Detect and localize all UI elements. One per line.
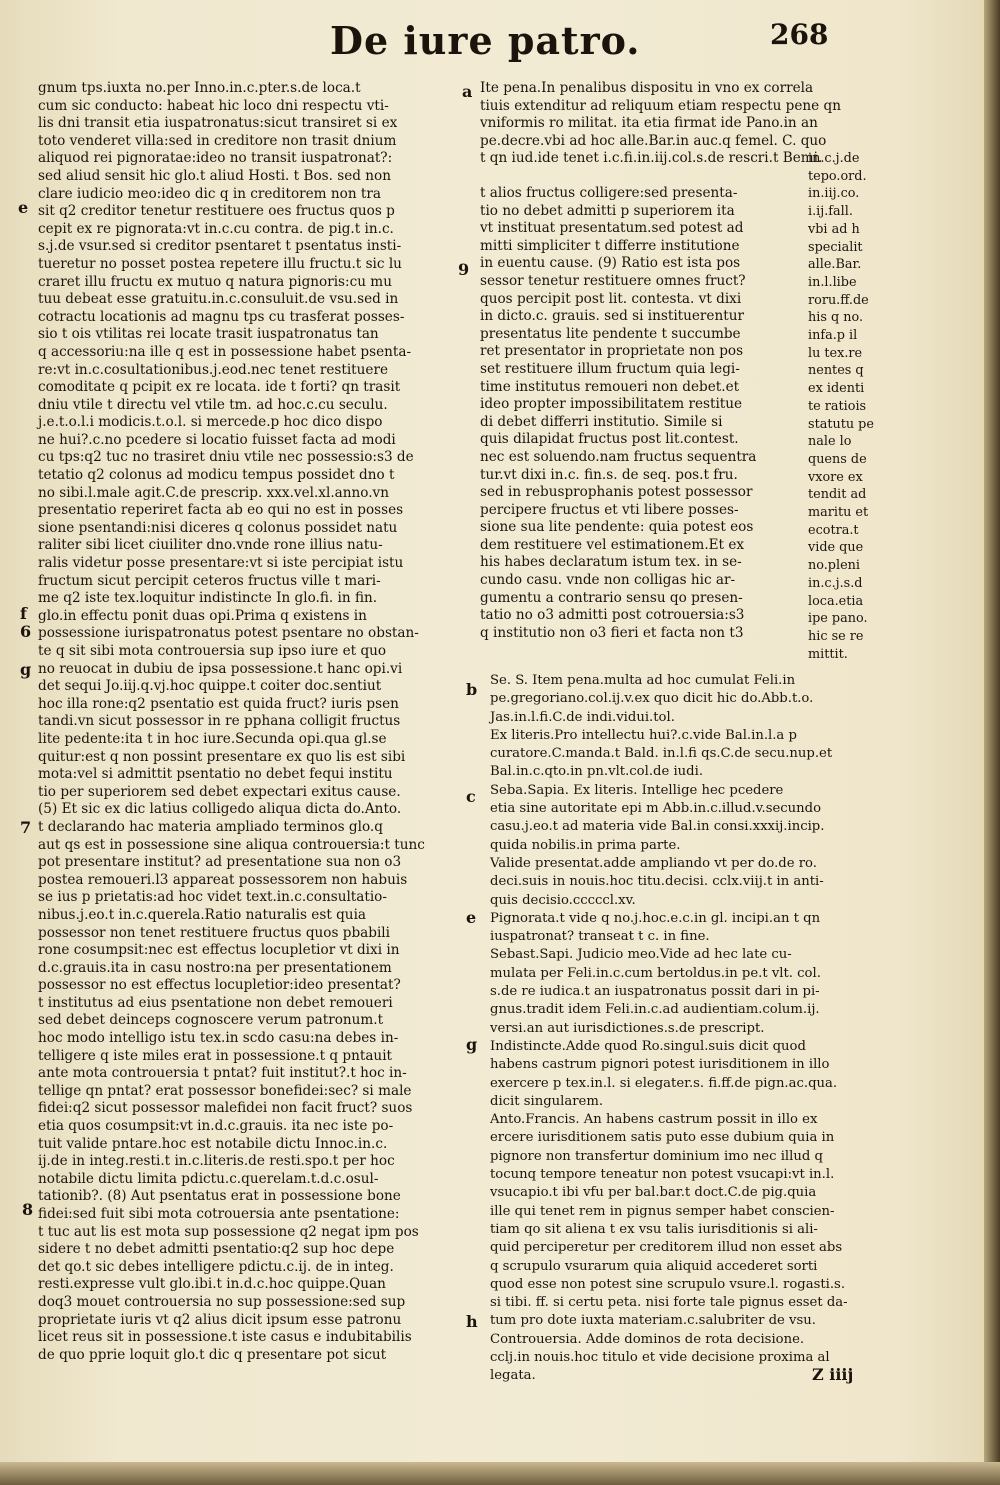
margin-marker-c: c [466,787,476,806]
running-title: De iure patro. [330,18,641,63]
margin-marker-b: b [466,680,478,699]
margin-marker-e: e [18,198,29,217]
marginal-note: in.c.j.de tepo.ord. in.iij.co. i.ij.fall. vbi ad h specialit alle.Bar. in.l.libe roru.ff.de his q no. infa.p il lu tex.re nentes q ex identi te ratiois statutu pe nale lo quens de vxore ex tendit ad maritu et ecotra.t vide que no.pleni in.c.j.s.d loca.etia ipe pano. hic se re mittit. [808,151,874,662]
margin-marker-g: g [20,660,32,679]
margin-marker-7: 7 [20,818,32,837]
margin-marker-h: h [466,1312,478,1331]
margin-marker-a: a [462,82,473,101]
bottom-binding-strip [0,1462,1000,1485]
margin-marker-e2: e [466,908,477,927]
main-text-left-column: gnum tps.iuxta no.per Inno.in.c.pter.s.de loca.t cum sic conducto: habeat hic loco dni respectu vti- lis dni transit etia iuspatronatus:sicut transiret si ex toto venderet villa:sed in creditore non trasit dnium aliquod rei pignoratae:ideo no transit iuspatronat?: sed aliud sensit hic glo.t aliud Hosti. t Bos. sed non clare iudicio meo:ideo dic q in creditorem non tra sit q2 creditor tenetur restituere oes fructus quos p cepit ex re pignorata:vt in.c.cu contra. de pig.t in.c. s.j.de vsur.sed si creditor psentaret t psentatus insti- tueretur no posset postea repetere illu fructu.t sic lu craret illu fructu ex mutuo q natura pignoris:cu mu tuu debeat esse gratuitu.in.c.consuluit.de vsu.sed in cotractu locationis ad magnu tps cu trasferat posses- sio t ois vtilitas rei locate trasit iuspatronatus tan q accessoriu:na ille q est in possessione habet psenta- re:vt in.c.cosultationibus.j.eod.nec tenet restituere comoditate q pcipit ex re locata. ide t forti? qn trasit dniu vtile t directu vel vtile tm. ad hoc.c.cu seculu. j.e.t.o.l.i modicis.t.o.l. si mercede.p hoc dico dispo ne hui?.c.no pcedere si locatio fuisset facta ad modi cu tps:q2 tuc no trasiret dniu vtile nec possessio:s3 de tetatio q2 colonus ad modicu tempus possidet dno t no sibi.l.male agit.C.de prescrip. xxx.vel.xl.anno.vn presentatio reperiret facta ab eo qui no est in posses sione psentandi:nisi diceres q colonus possidet natu raliter sibi licet ciuiliter dno.vnde rone illius natu- ralis videtur posse presentare:vt si iste percipiat istu fructum sicut percipit ceteros fructus ville t mari- me q2 iste tex.loquitur indistincte In glo.fi. in fin. glo.in effectu ponit duas opi.Prima q existens in possessione iurispatronatus potest psentare no obstan- te q sit sibi mota controuersia sup ipso iure et quo no reuocat in dubiu de ipsa possessione.t hanc opi.vi det sequi Jo.iij.q.vj.hoc quippe.t coiter doc.sentiut hoc illa rone:q2 psentatio est quida fruct? iuris psen tandi.vn sicut possessor in re pphana colligit fructus lite pedente:ita t in hoc iure.Secunda opi.qua gl.se quitur:est q non possint presentare ex quo lis est sibi mota:vel si admittit psentatio no debet fequi institu tio per superiorem sed debet expectari exitus cause. (5) Et sic ex dic latius colligedo aliqua dicta do.Anto. t declarando hac materia ampliado terminos glo.q aut qs est in possessione sine aliqua controuersia:t tunc pot presentare institut? ad presentatione sua non o3 postea remoueri.l3 appareat possessorem non habuis se ius p prietatis:ad hoc videt text.in.c.consultatio- nibus.j.eo.t in.c.querela.Ratio naturalis est quia possessor non tenet restituere fructus quos pbabili rone cosumpsit:nec est effectus locupletior vt dixi in d.c.grauis.ita in casu nostro:na per presentationem possessor no est effectus locupletior:ideo presentat? t institutus ad eius psentatione non debet remoueri sed debet deinceps cognoscere verum patronum.t hoc modo intelligo istu tex.in scdo casu:na debes in- telligere q iste miles erat in possessione.t q pntauit ante mota controuersia t pntat? fuit institut?.t hoc in- tellige qn pntat? erat possessor bonefidei:sec? si male fidei:q2 sicut possessor malefidei non facit fruct? suos etia quos cosumpsit:vt in.d.c.grauis. ita nec iste po- tuit valide pntare.hoc est notabile dictu Innoc.in.c. ij.de in integ.resti.t in.c.literis.de resti.spo.t per hoc notabile dictu limita pdictu.c.querelam.t.d.c.osul- tationib?. (8) Aut psentatus erat in possessione bone fidei:sed fuit sibi mota cotrouersia ante psentatione: t tuc aut lis est mota sup possessione q2 negat ipm pos sidere t no debet admitti psentatio:q2 sup hoc depe det qo.t sic debes intelligere pdictu.c.ij. de in integ. resti.expresse vult glo.ibi.t in.d.c.hoc quippe.Quan doq3 mouet controuersia no sup possessione:sed sup proprietate iuris vt q2 alius dicit ipsum esse patronu licet reus sit in possessione.t iste casus e indubitabilis de quo pprie loquit glo.t dic q presentare pot sicut [38,80,425,1363]
commentary-notes: Se. S. Item pena.multa ad hoc cumulat Feli.in pe.gregoriano.col.ij.v.ex quo dicit hic do.Abb.t.o. Jas.in.l.fi.C.de indi.vidui.tol. Ex literis.Pro intellectu hui?.c.vide Bal.in.l.a p curatore.C.manda.t Bald. in.l.fi qs.C.de secu.nup.et Bal.in.c.qto.in pn.vlt.col.de iudi. Seba.Sapia. Ex literis. Intellige hec pcedere etia sine autoritate epi m Abb.in.c.illud.v.secundo casu.j.eo.t ad materia vide Bal.in consi.xxxij.incip. quida nobilis.in prima parte. Valide presentat.adde ampliando vt per do.de ro. deci.suis in nouis.hoc titu.decisi. cclx.viij.t in anti- quis decisio.cccccl.xv. Pignorata.t vide q no.j.hoc.e.c.in gl. incipi.an t qn iuspatronat? transeat t c. in fine. Sebast.Sapi. Judicio meo.Vide ad hec late cu- mulata per Feli.in.c.cum bertoldus.in pe.t vlt. col. s.de re iudica.t an iuspatronatus possit dari in pi- gnus.tradit idem Feli.in.c.ad audientiam.colum.ij. versi.an aut iurisdictiones.s.de prescript. Indistincte.Adde quod Ro.singul.suis dicit quod habens castrum pignori potest iurisditionem in illo exercere p tex.in.l. si elegater.s. fi.ff.de pign.ac.qua. dicit singularem. Anto.Francis. An habens castrum possit in illo ex ercere iurisditionem satis puto esse dubium quia in pignore non transfertur dominium imo nec illud q tocunq tempore teneatur non potest vsucapi:vt in.l. vsucapio.t ibi vfu per bal.bar.t doct.C.de pig.quia ille qui tenet rem in pignus semper habet conscien- tiam qo sit aliena t ex vsu talis iurisditionis si ali- quid perciperetur per creditorem illud non esset abs q scrupulo vsurarum quia aliquid accederet sorti quod esse non potest sine scrupulo vsure.l. rogasti.s. si tibi. ff. si certu peta. nisi forte tale pignus esset da- tum pro dote iuxta materiam.c.salubriter de vsu. Controuersia. Adde dominos de rota decisione. cclj.in nouis.hoc titulo et vide decisione proxima al legata. [490,673,848,1384]
page-edge-shadow [984,0,1000,1485]
margin-marker-9: 9 [458,260,470,279]
page-number: 268 [770,18,829,51]
main-text-right-column: t alios fructus colligere:sed presenta- tio no debet admitti p superiorem ita vt instituat presentatum.sed potest ad mitti simpliciter t differre institutione in euentu cause. (9) Ratio est ista pos sessor tenetur restituere omnes fruct? quos percipit post lit. contesta. vt dixi in dicto.c. grauis. sed si instituerentur presentatus lite pendente t succumbe ret presentator in proprietate non pos set restituere illum fructum quia legi- time institutus remoueri non debet.et ideo propter impossibilitatem restitue di debet differri institutio. Simile si quis dilapidat fructus post lit.contest. nec est soluendo.nam fructus sequentra tur.vt dixi in.c. fin.s. de seq. pos.t fru. sed in rebusprophanis potest possessor percipere fructus et vti libere posses- sione sua lite pendente: quia potest eos dem restituere vel estimationem.Et ex his habes declaratum istum tex. in se- cundo casu. vnde non colligas hic ar- gumentu a contrario sensu qo presen- tatio no o3 admitti post cotrouersia:s3 q institutio non o3 fieri et facta non t3 [480,185,757,641]
gloss-right-top: Ite pena.In penalibus dispositu in vno ex correla tiuis extenditur ad reliquum etiam respectu pene qn vniformis ro militat. ita etia firmat ide Pano.in an pe.decre.vbi ad hoc alle.Bar.in auc.q femel. C. quo t qn iud.ide tenet i.c.fi.in.iij.col.s.de rescri.t Bemi. [480,80,841,167]
margin-marker-f: f [20,604,27,623]
margin-marker-8: 8 [22,1200,34,1219]
signature-mark: Z iiij [812,1365,854,1384]
margin-marker-6: 6 [20,622,32,641]
margin-marker-g2: g [466,1035,478,1054]
